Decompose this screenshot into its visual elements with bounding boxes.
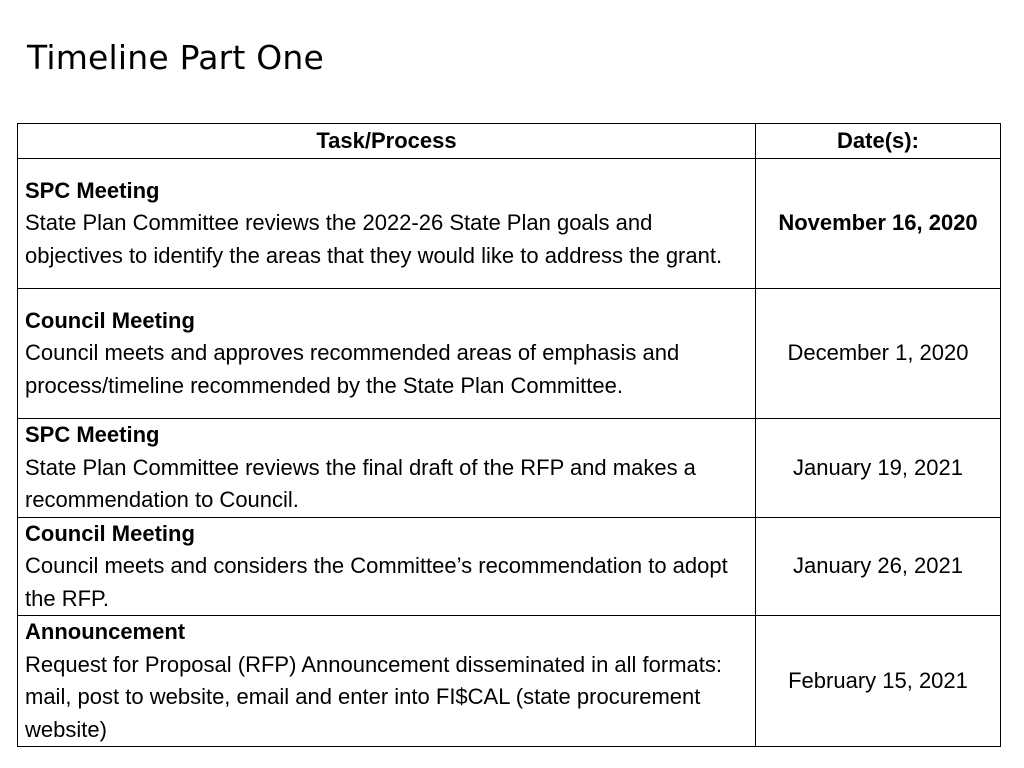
task-description: State Plan Committee reviews the final draft of the RFP and makes a recommendation to Council. xyxy=(25,454,696,512)
table-header-row xyxy=(18,124,1001,159)
task-title: Council Meeting xyxy=(25,307,195,333)
task-title: SPC Meeting xyxy=(25,177,160,203)
task-process-header: Task/Process xyxy=(18,124,756,159)
task-description: Council meets and approves recommended areas of emphasis and process/timeline recommended by the State Plan Committee. xyxy=(25,340,680,398)
task-description: Council meets and considers the Committee’s recommendation to adopt the RFP. xyxy=(25,553,728,611)
table-row xyxy=(18,159,1001,289)
task-cell xyxy=(18,616,756,747)
table-row xyxy=(18,517,1001,616)
date-cell: November 16, 2020 xyxy=(756,159,1001,289)
date-cell: January 26, 2021 xyxy=(756,517,1001,616)
task-title: Announcement xyxy=(25,619,186,644)
task-description: Request for Proposal (RFP) Announcement disseminated in all formats: mail, post to website, email and enter into FI$CAL (state procurement website) xyxy=(25,651,722,742)
task-cell xyxy=(18,159,756,289)
task-description: State Plan Committee reviews the 2022-26 State Plan goals and objectives to identify the areas that they would like to address the grant. xyxy=(25,210,723,268)
task-title: Council Meeting xyxy=(25,520,195,546)
task-cell xyxy=(18,517,756,616)
table-row xyxy=(18,616,1001,747)
dates-header: Date(s): xyxy=(756,124,1001,159)
table-row xyxy=(18,419,1001,518)
date-cell: December 1, 2020 xyxy=(756,289,1001,419)
date-cell: February 15, 2021 xyxy=(756,616,1001,747)
task-cell xyxy=(18,419,756,518)
task-cell xyxy=(18,289,756,419)
page-title: Timeline Part One xyxy=(27,38,325,77)
task-title: SPC Meeting xyxy=(25,422,160,447)
table-row xyxy=(18,289,1001,419)
date-cell: January 19, 2021 xyxy=(756,419,1001,518)
timeline-table xyxy=(17,123,1001,747)
